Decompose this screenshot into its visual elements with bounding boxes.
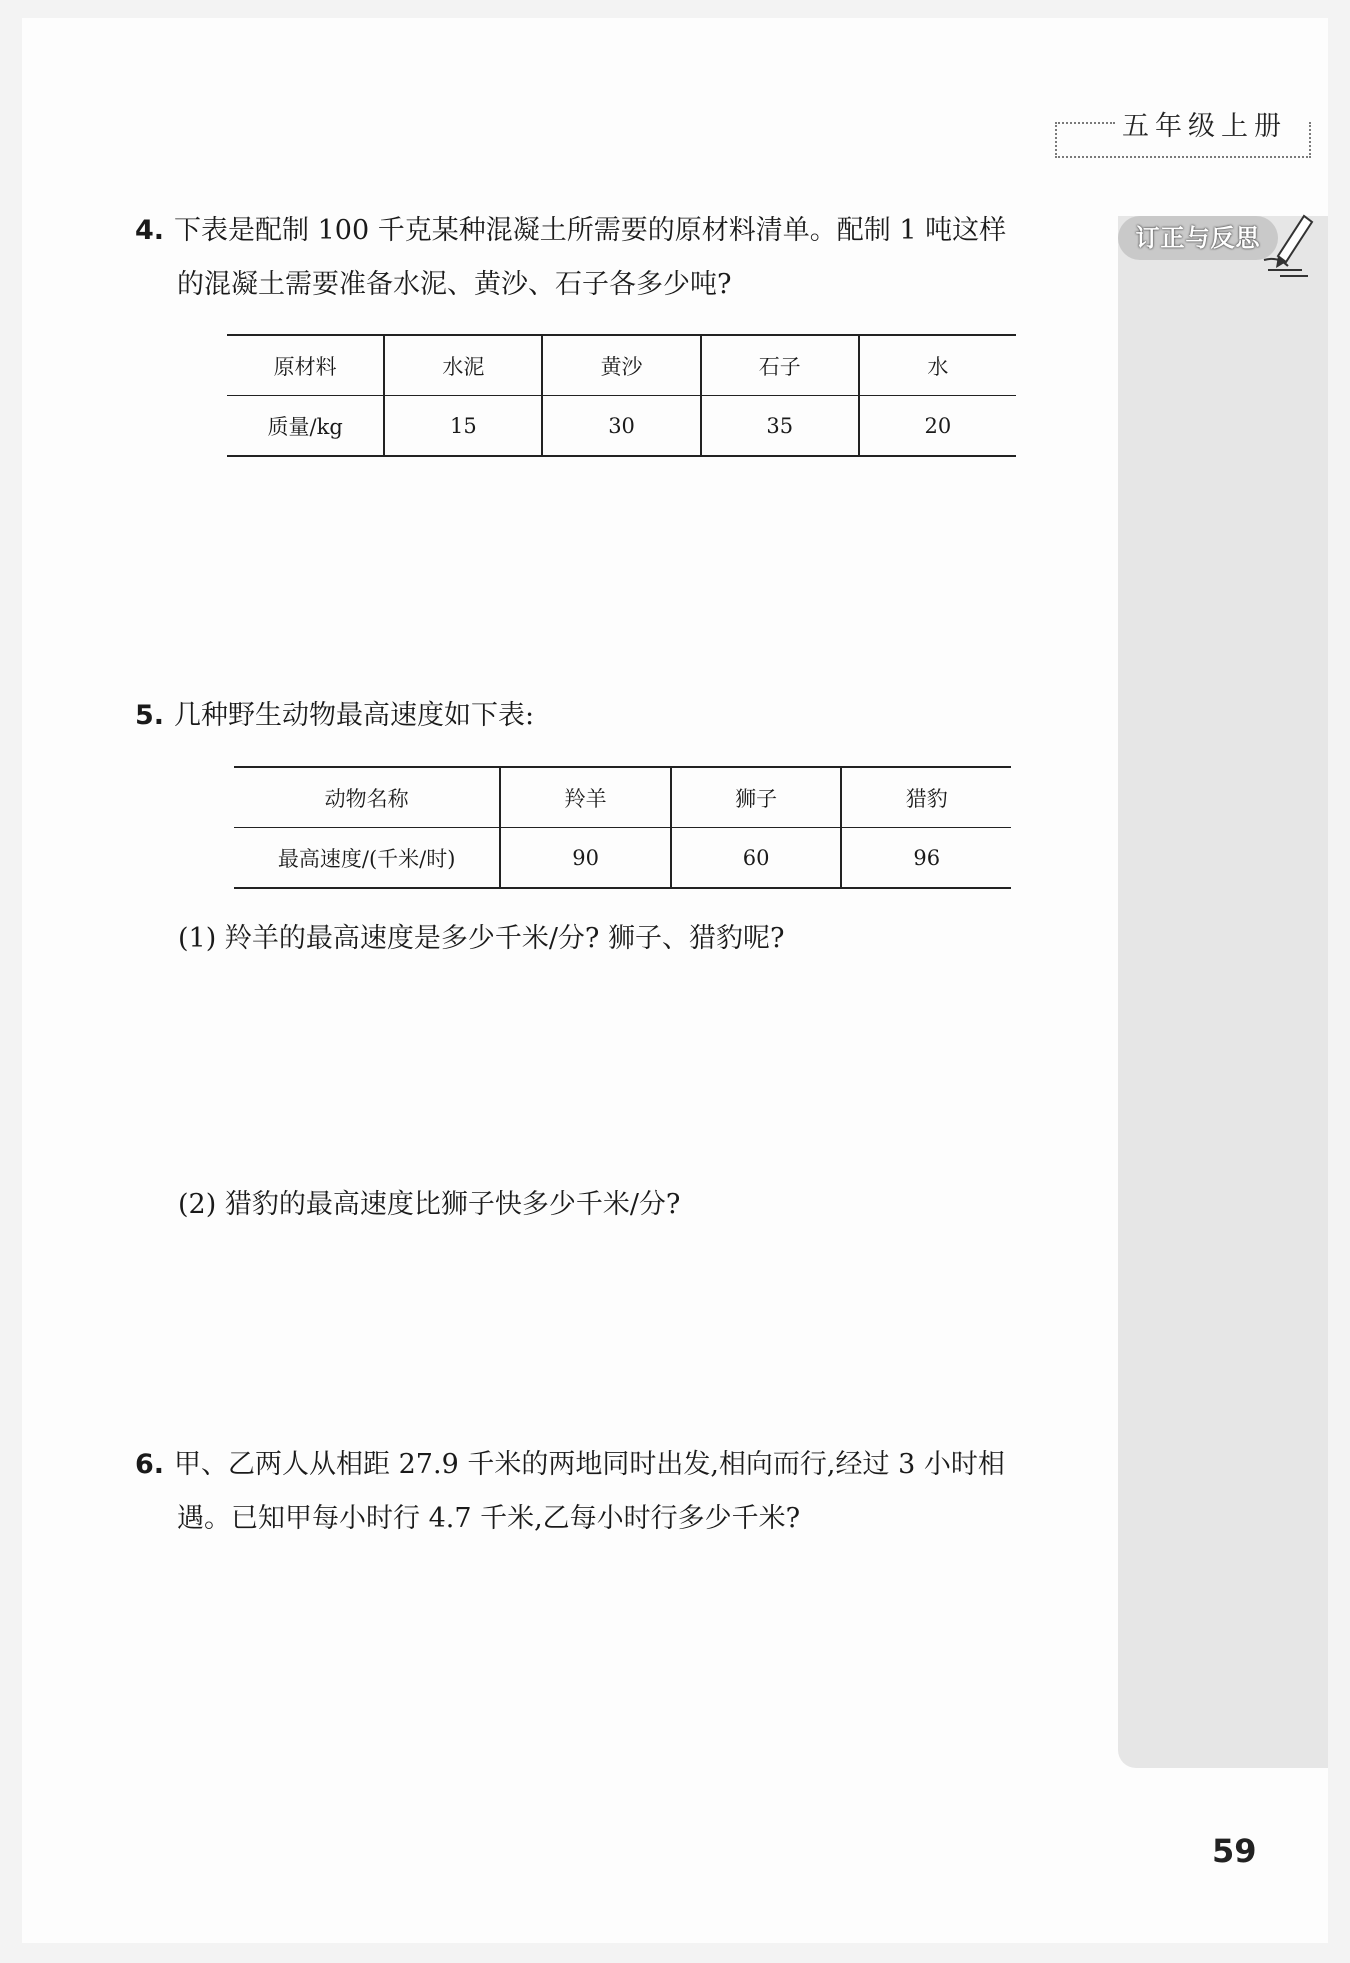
question-number: 6. <box>135 1449 165 1480</box>
page-number: 59 <box>1212 1832 1257 1870</box>
sub-question-1: (1) 羚羊的最高速度是多少千米/分? 狮子、猎豹呢? <box>178 923 785 954</box>
table-cell: 最高速度/(千米/时) <box>234 828 500 889</box>
table-cell: 狮子 <box>671 767 842 828</box>
table-cell: 20 <box>859 396 1016 457</box>
table-cell: 动物名称 <box>324 786 409 811</box>
table-cell: 黄沙 <box>542 335 700 396</box>
table-cell: 猎豹 <box>841 767 1011 828</box>
table-cell: 石子 <box>701 335 859 396</box>
pencil-icon <box>1258 208 1318 278</box>
question-text: 几种野生动物最高速度如下表: <box>174 700 535 731</box>
question-text: 的混凝土需要准备水泥、黄沙、石子各多少吨? <box>177 269 732 300</box>
table-cell: 羚羊 <box>500 767 671 828</box>
table-row <box>227 335 1016 396</box>
table-cell: 原材料 <box>273 354 337 379</box>
question-text: 下表是配制 100 千克某种混凝土所需要的原材料清单。配制 1 吨这样 <box>174 215 1007 246</box>
question-5 <box>135 689 1085 743</box>
question-text: 甲、乙两人从相距 27.9 千米的两地同时出发,相向而行,经过 3 小时相 <box>174 1449 1005 1480</box>
table-cell: 水 <box>859 335 1016 396</box>
table-cell: 60 <box>671 828 842 889</box>
question-4 <box>135 204 1085 312</box>
table-cell: 35 <box>701 396 859 457</box>
table-cell: 15 <box>384 396 542 457</box>
table-row <box>234 767 1011 828</box>
question-number: 4. <box>135 215 165 246</box>
materials-table <box>227 334 1016 457</box>
animal-speed-table <box>234 766 1011 889</box>
table-cell: 质量/kg <box>227 396 384 457</box>
table-row <box>227 396 1016 457</box>
question-number: 5. <box>135 700 165 731</box>
sub-question-2: (2) 猎豹的最高速度比狮子快多少千米/分? <box>178 1189 681 1220</box>
correction-tag: 订正与反思 <box>1118 216 1278 260</box>
grade-label: 五年级上册 <box>1122 111 1287 142</box>
table-cell: 30 <box>542 396 700 457</box>
question-6 <box>135 1438 1085 1546</box>
table-cell: 水泥 <box>384 335 542 396</box>
table-row <box>234 828 1011 889</box>
table-cell: 90 <box>500 828 671 889</box>
question-text: 遇。已知甲每小时行 4.7 千米,乙每小时行多少千米? <box>177 1503 801 1534</box>
table-cell: 96 <box>841 828 1011 889</box>
correction-sidebar <box>1118 216 1328 1768</box>
